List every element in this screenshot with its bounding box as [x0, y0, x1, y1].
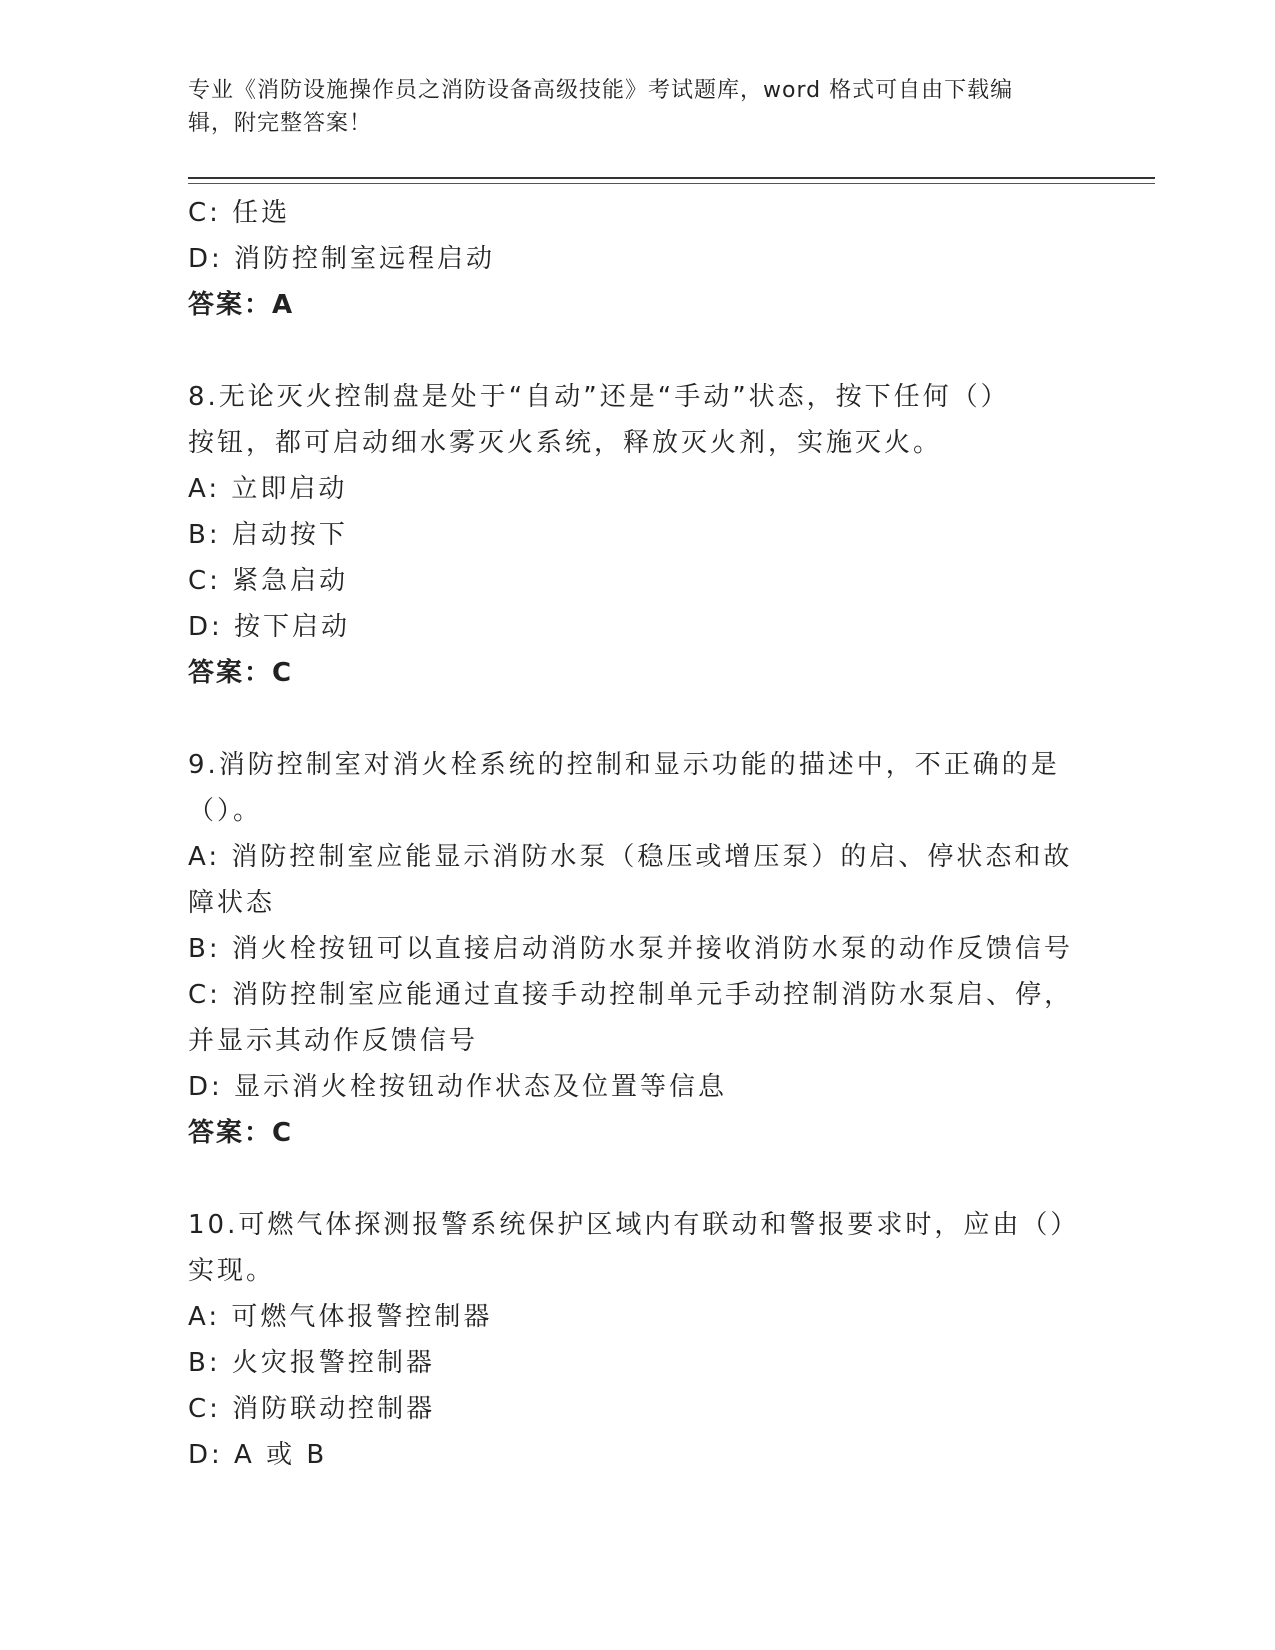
- question-content: [188, 190, 1088, 1478]
- question-8-option-c: C: 紧急启动: [188, 566, 349, 596]
- question-8-stem-line-1: 8.无论灭火控制盘是处于“自动”还是“手动”状态，按下任何（）: [188, 382, 1010, 412]
- question-10-option-c: C: 消防联动控制器: [188, 1394, 436, 1424]
- question-10-option-a: A: 可燃气体报警控制器: [188, 1302, 493, 1332]
- question-10-option-b: B: 火灾报警控制器: [188, 1348, 435, 1378]
- question-7-option-c: C: 任选: [188, 198, 291, 228]
- header-divider-thick: [188, 177, 1155, 179]
- question-9: [188, 742, 1088, 1156]
- question-8: [188, 374, 1088, 696]
- question-7-option-d: D: 消防控制室远程启动: [188, 244, 496, 274]
- question-8-stem-line-2: 按钮，都可启动细水雾灭火系统，释放灭火剂，实施灭火。: [188, 428, 943, 458]
- question-9-option-a-line-1: A: 消防控制室应能显示消防水泵（稳压或增压泵）的启、停状态和故: [188, 842, 1073, 872]
- question-10-option-d: D: A 或 B: [188, 1440, 328, 1470]
- header-line-1: 专业《消防设施操作员之消防设备高级技能》考试题库，word 格式可自由下载编: [188, 78, 1014, 103]
- question-9-answer: 答案：C: [188, 1118, 294, 1148]
- question-8-answer: 答案：C: [188, 658, 294, 688]
- question-9-option-c-line-2: 并显示其动作反馈信号: [188, 1026, 479, 1056]
- page-header: [188, 74, 1068, 140]
- question-7-answer: 答案：A: [188, 290, 295, 320]
- question-8-option-d: D: 按下启动: [188, 612, 351, 642]
- question-9-stem-line-2: （）。: [188, 796, 263, 826]
- spacer: [188, 328, 1088, 374]
- question-8-option-b: B: 启动按下: [188, 520, 348, 550]
- question-9-option-a-line-2: 障状态: [188, 888, 276, 918]
- spacer: [188, 696, 1088, 742]
- question-10-stem-line-2: 实现。: [188, 1256, 276, 1286]
- question-10: [188, 1202, 1088, 1478]
- spacer: [188, 1156, 1088, 1202]
- question-9-option-c-line-1: C: 消防控制室应能通过直接手动控制单元手动控制消防水泵启、停，: [188, 980, 1074, 1010]
- question-7: [188, 190, 1088, 328]
- question-9-stem-line-1: 9.消防控制室对消火栓系统的控制和显示功能的描述中，不正确的是: [188, 750, 1060, 780]
- header-line-2: 辑，附完整答案！: [188, 111, 373, 136]
- header-divider-thin: [188, 183, 1155, 184]
- question-8-option-a: A: 立即启动: [188, 474, 348, 504]
- question-9-option-d: D: 显示消火栓按钮动作状态及位置等信息: [188, 1072, 728, 1102]
- question-10-stem-line-1: 10.可燃气体探测报警系统保护区域内有联动和警报要求时，应由（）: [188, 1210, 1080, 1240]
- question-9-option-b: B: 消火栓按钮可以直接启动消防水泵并接收消防水泵的动作反馈信号: [188, 934, 1073, 964]
